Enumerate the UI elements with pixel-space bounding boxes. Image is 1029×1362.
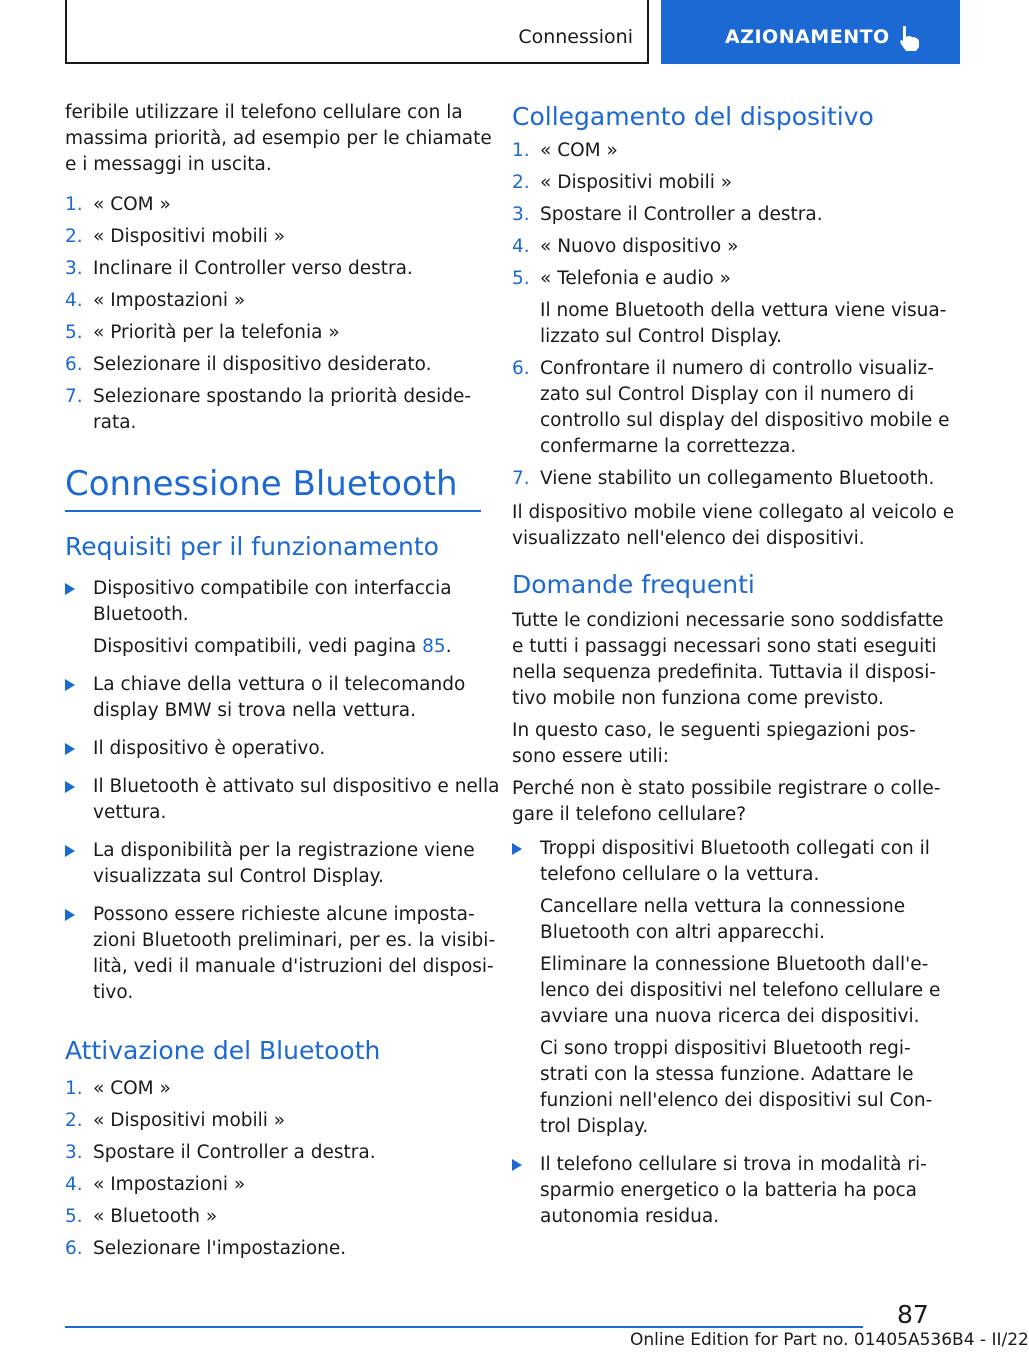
collegamento-step-number: 3. [512, 204, 530, 225]
collegamento-step-text: Viene stabilito un collegamento Bluetooth. [540, 468, 935, 489]
answer-text: autonomia residua. [540, 1206, 720, 1227]
requisito-text: Dispositivo compatibile con interfaccia [93, 578, 452, 599]
answer-text: lenco dei dispositivi nel telefono cellulare e [540, 980, 941, 1001]
attivazione-step-number: 5. [65, 1206, 83, 1227]
header-chapter-label: AZIONAMENTO [725, 26, 890, 48]
domande-question: Perché non è stato possibile registrare o colle- [512, 778, 941, 799]
requisito-text: Bluetooth. [93, 604, 189, 625]
priority-step-number: 7. [65, 386, 83, 407]
answer-text: sparmio energetico o la batteria ha poca [540, 1180, 918, 1201]
requisito-text: zioni Bluetooth preliminari, per es. la visibi- [93, 930, 496, 951]
priority-step-number: 2. [65, 226, 83, 247]
collegamento-step-number: 7. [512, 468, 530, 489]
priority-step-number: 6. [65, 354, 83, 375]
edition-footer: Online Edition for Part no. 01405A536B4 - II/22 [630, 1330, 1029, 1350]
attivazione-step-text: « Dispositivi mobili » [93, 1110, 286, 1131]
heading-rule [65, 510, 481, 512]
priority-step-text: « COM » [93, 194, 171, 215]
subheading-collegamento: Collegamento del dispositivo [512, 102, 874, 131]
bullet-arrow-icon [65, 845, 75, 857]
attivazione-step-text: « COM » [93, 1078, 171, 1099]
requisito-text: display BMW si trova nella vettura. [93, 700, 416, 721]
collegamento-step-text: « Telefonia e audio » [540, 268, 731, 289]
intro-line: massima priorità, ad esempio per le chiamate [65, 128, 492, 149]
collegamento-step-text: Spostare il Controller a destra. [540, 204, 823, 225]
domande-paragraph: nella sequenza predefinita. Tuttavia il disposi- [512, 662, 937, 683]
requisito-text: lità, vedi il manuale d'istruzioni del disposi- [93, 956, 494, 977]
header-section-box [65, 0, 649, 64]
attivazione-step-text: « Impostazioni » [93, 1174, 246, 1195]
priority-step-text: « Dispositivi mobili » [93, 226, 286, 247]
collegamento-outro: visualizzato nell'elenco dei dispositivi. [512, 528, 865, 549]
requisito-text: La chiave della vettura o il telecomando [93, 674, 466, 695]
bullet-arrow-icon [65, 679, 75, 691]
subheading-requisiti: Requisiti per il funzionamento [65, 532, 439, 561]
answer-text: trol Display. [540, 1116, 649, 1137]
bullet-arrow-icon [512, 1159, 522, 1171]
attivazione-step-text: « Bluetooth » [93, 1206, 218, 1227]
page-number: 87 [897, 1300, 929, 1329]
domande-paragraph: sono essere utili: [512, 746, 670, 767]
collegamento-step-number: 1. [512, 140, 530, 161]
domande-question: gare il telefono cellulare? [512, 804, 747, 825]
priority-step-number: 5. [65, 322, 83, 343]
priority-step-text: Selezionare il dispositivo desiderato. [93, 354, 432, 375]
pointing-hand-icon [897, 24, 923, 52]
requisito-text: La disponibilità per la registrazione viene [93, 840, 475, 861]
bullet-arrow-icon [65, 909, 75, 921]
answer-text: Cancellare nella vettura la connessione [540, 896, 906, 917]
collegamento-step-text: « Dispositivi mobili » [540, 172, 733, 193]
attivazione-step-number: 4. [65, 1174, 83, 1195]
bullet-arrow-icon [65, 781, 75, 793]
bullet-arrow-icon [512, 843, 522, 855]
answer-text: Il telefono cellulare si trova in modalità ri- [540, 1154, 927, 1175]
collegamento-step-text: « Nuovo dispositivo » [540, 236, 739, 257]
priority-step-number: 3. [65, 258, 83, 279]
collegamento-step-text: Il nome Bluetooth della vettura viene visua- [540, 300, 947, 321]
requisito-text: vettura. [93, 802, 167, 823]
answer-text: Ci sono troppi dispositivi Bluetooth regi- [540, 1038, 911, 1059]
collegamento-outro: Il dispositivo mobile viene collegato al veicolo e [512, 502, 955, 523]
footer-rule [65, 1326, 863, 1328]
requisito-text: Possono essere richieste alcune imposta- [93, 904, 475, 925]
answer-text: Troppi dispositivi Bluetooth collegati con il [540, 838, 930, 859]
collegamento-step-text: Confrontare il numero di controllo visualiz- [540, 358, 934, 379]
collegamento-step-number: 4. [512, 236, 530, 257]
answer-text: Bluetooth con altri apparecchi. [540, 922, 825, 943]
collegamento-step-number: 5. [512, 268, 530, 289]
domande-paragraph: e tutti i passaggi necessari sono stati eseguiti [512, 636, 937, 657]
subheading-domande: Domande frequenti [512, 570, 755, 599]
collegamento-step-text: zato sul Control Display con il numero di [540, 384, 915, 405]
answer-text: funzioni nell'elenco dei dispositivi sul Con- [540, 1090, 933, 1111]
attivazione-step-text: Spostare il Controller a destra. [93, 1142, 376, 1163]
priority-step-text: Inclinare il Controller verso destra. [93, 258, 413, 279]
collegamento-step-text: confermarne la correttezza. [540, 436, 797, 457]
compat-page-ref: Dispositivi compatibili, vedi pagina 85. [93, 636, 452, 657]
collegamento-step-text: controllo sul display del dispositivo mobile e [540, 410, 950, 431]
page-link[interactable]: 85 [422, 636, 446, 657]
header-section-title: Connessioni [518, 26, 633, 48]
subheading-attivazione: Attivazione del Bluetooth [65, 1036, 381, 1065]
attivazione-step-number: 3. [65, 1142, 83, 1163]
answer-text: telefono cellulare o la vettura. [540, 864, 820, 885]
collegamento-step-number: 6. [512, 358, 530, 379]
intro-line: e i messaggi in uscita. [65, 154, 272, 175]
answer-text: avviare una nuova ricerca dei dispositivi. [540, 1006, 920, 1027]
attivazione-step-number: 1. [65, 1078, 83, 1099]
intro-line: feribile utilizzare il telefono cellulare con la [65, 102, 463, 123]
header-chapter-tab[interactable] [661, 0, 960, 64]
attivazione-step-number: 6. [65, 1238, 83, 1259]
domande-paragraph: Tutte le condizioni necessarie sono soddisfatte [512, 610, 944, 631]
priority-step-text: Selezionare spostando la priorità deside- [93, 386, 472, 407]
requisito-text: Il Bluetooth è attivato sul dispositivo e nella [93, 776, 500, 797]
priority-step-number: 4. [65, 290, 83, 311]
answer-text: Eliminare la connessione Bluetooth dall'e- [540, 954, 929, 975]
collegamento-step-number: 2. [512, 172, 530, 193]
collegamento-step-text: lizzato sul Control Display. [540, 326, 783, 347]
collegamento-step-text: « COM » [540, 140, 618, 161]
priority-step-number: 1. [65, 194, 83, 215]
bullet-arrow-icon [65, 743, 75, 755]
attivazione-step-number: 2. [65, 1110, 83, 1131]
attivazione-step-text: Selezionare l'impostazione. [93, 1238, 347, 1259]
priority-step-text: rata. [93, 412, 137, 433]
section-heading-bluetooth: Connessione Bluetooth [65, 464, 458, 504]
domande-paragraph: In questo caso, le seguenti spiegazioni pos- [512, 720, 916, 741]
requisito-text: tivo. [93, 982, 134, 1003]
priority-step-text: « Priorità per la telefonia » [93, 322, 340, 343]
bullet-arrow-icon [65, 583, 75, 595]
requisito-text: Il dispositivo è operativo. [93, 738, 326, 759]
requisito-text: visualizzata sul Control Display. [93, 866, 384, 887]
answer-text: strati con la stessa funzione. Adattare le [540, 1064, 914, 1085]
domande-paragraph: tivo mobile non funziona come previsto. [512, 688, 884, 709]
priority-step-text: « Impostazioni » [93, 290, 246, 311]
